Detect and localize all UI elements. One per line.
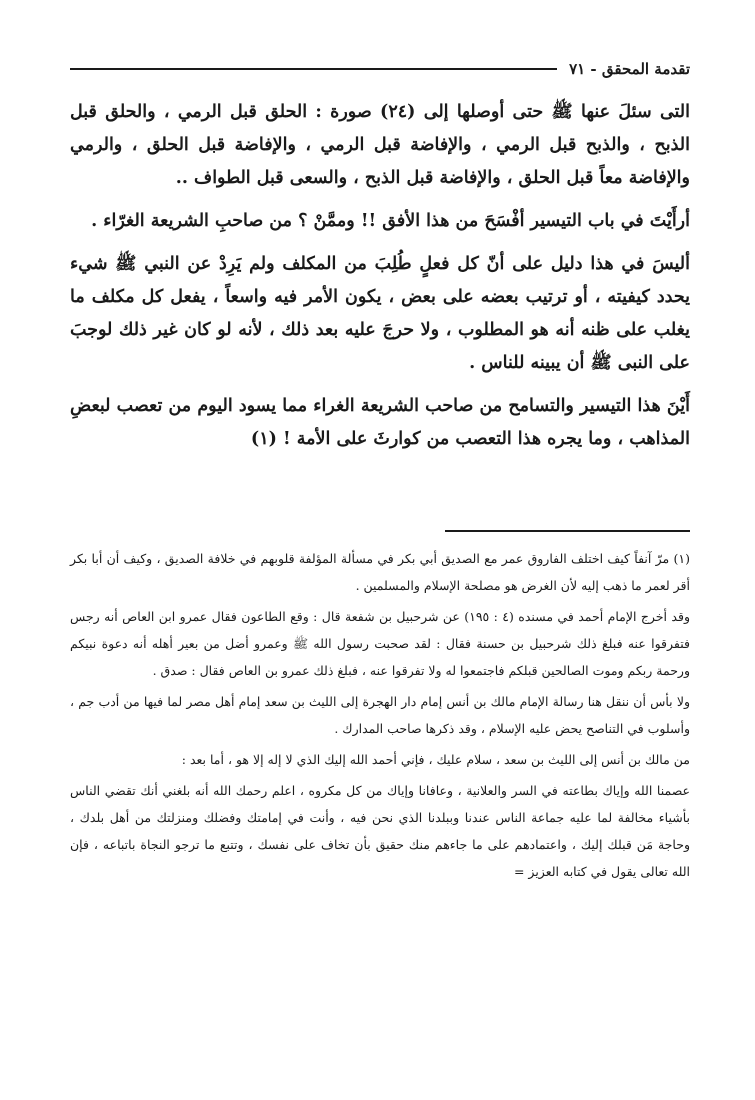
footnote-paragraph-1: (١) مرّ آنفاً كيف اختلف الفاروق عمر مع الصديق أبي بكر في مسألة المؤلفة قلوبهم في خلافة الصديق ، وكيف أن أبا بكر أقر لعمر ما ذهب إليه لأن الغرض هو مصلحة الإسلام والمسلمين .: [70, 551, 690, 593]
footnotes: [70, 545, 690, 889]
header-title: تقدمة المحقق - ٧١: [569, 60, 690, 78]
main-paragraph-3: أليسَ في هذا دليل على أنّ كل فعلٍ طُلِبَ من المكلف ولم يَرِدْ عن النبي ﷺ شيء يحدد كيفيته ، أو ترتيب بعضه على بعض ، يكون الأمر فيه واسعاً ، يفعل كل مكلف ما يغلب على ظنه أنه هو المطلوب ، ولا حرجَ عليه بعد ذلك ، لأنه لو كان غير ذلك لوجبَ على النبى ﷺ أن يبينه للناس .: [70, 254, 690, 373]
footnote-paragraph-3: ولا بأس أن ننقل هنا رسالة الإمام مالك بن أنس إمام دار الهجرة إلى الليث بن سعد إمام أهل مصر لما فيها من أدب جم ، وأسلوب في التناصح يحض عليه الإسلام ، وقد ذكرها صاحب المدارك .: [70, 694, 690, 736]
footnote-paragraph-4: من مالك بن أنس إلى الليث بن سعد ، سلام عليك ، فإني أحمد الله إليك الذي لا إله إلا هو ، أما بعد :: [181, 752, 690, 767]
header-rule: [70, 68, 557, 70]
main-paragraph-1: التى سئلَ عنها ﷺ حتى أوصلها إلى (٢٤) صورة : الحلق قبل الرمي ، والحلق قبل الذبح ، والذبح قبل الرمي ، والإفاضة قبل الرمي ، والإفاضة قبل الحلق ، والرمي والإفاضة معاً قبل الحلق ، والإفاضة قبل الذبح ، والسعى قبل الطواف ..: [70, 102, 691, 188]
main-paragraph-2: أرأَيْتَ في باب التيسير أفْسَحَ من هذا الأفق !! وممَّنْ ؟ من صاحبِ الشريعة الغرّاء .: [91, 211, 690, 231]
footnote-paragraph-5: عصمنا الله وإياك بطاعته في السر والعلانية ، وعافانا وإياك من كل مكروه ، اعلم رحمك الله أنه بلغني أنك تقضي الناس بأشياء مخالفة لما عليه جماعة الناس عندنا وببلدنا الذي نحن فيه ، وأنت في إمامتك وفضلك ومنزلتك من أهل بلدك ، وحاجة مَن قبلك إليك ، واعتمادهم على ما جاءهم منك حقيق بأن تخاف على نفسك ، وتتبع ما ترجو النجاة باتباعه ، فإن الله تعالى يقول في كتابه العزيز =: [70, 783, 690, 879]
footnote-paragraph-2: وقد أخرج الإمام أحمد في مسنده (٤ : ١٩٥) عن شرحبيل بن شفعة قال : وقع الطاعون فقال عمرو ابن العاص أنه رجس فتفرقوا عنه فبلغ ذلك شرحبيل بن حسنة فقال : لقد صحبت رسول الله ﷺ وعمرو أضل من بعير أهله أنه دعوة نبيكم ورحمة ربكم وموت الصالحين قبلكم فاجتمعوا له ولا تفرقوا عنه ، فبلغ ذلك عمرو بن العاص فقال : صدق .: [70, 609, 690, 678]
main-text: [70, 96, 690, 466]
footnote-separator: [445, 530, 690, 532]
main-paragraph-4: أَيْنَ هذا التيسير والتسامح من صاحب الشريعة الغراء مما يسود اليوم من تعصب لبعضِ المذاهب ، وما يجره هذا التعصب من كوارثَ على الأمة ! (١): [70, 396, 690, 449]
running-header: [70, 54, 690, 84]
